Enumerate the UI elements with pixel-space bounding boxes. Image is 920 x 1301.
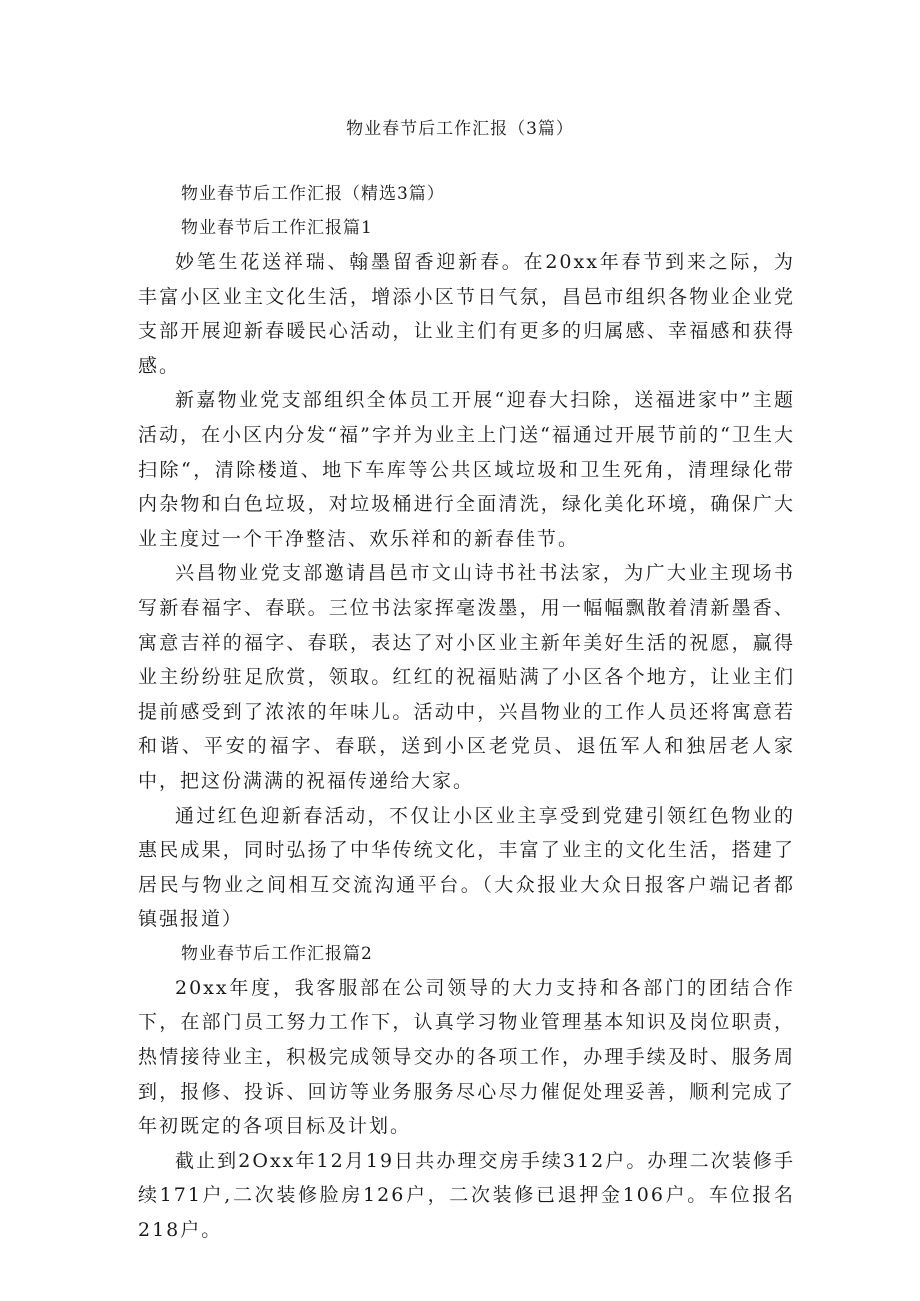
section-1-paragraph-4: 通过红色迎新春活动，不仅让小区业主享受到党建引领红色物业的惠民成果，同时弘扬了中华传统文化，丰富了业主的文化生活，搭建了居民与物业之间相互交流沟通平台。（大众报业大众日报客户端记者都镇强报道） — [138, 804, 795, 931]
section-1-heading: 物业春节后工作汇报篇1 — [181, 218, 373, 238]
section-2-paragraph-2: 截止到2Oxx年12月19日共办理交房手续312户。办理二次装修手续171户,二次装修脸房126户，二次装修已退押金106户。车位报名218户。 — [138, 1149, 795, 1242]
section-1-paragraph-2: 新嘉物业党支部组织全体员工开展“迎春大扫除，送福进家中”主题活动，在小区内分发“福”字并为业主上门送“福通过开展节前的“卫生大扫除“，清除楼道、地下车库等公共区域垃圾和卫生死角，清理绿化带内杂物和白色垃圾，对垃圾桶进行全面清洗，绿化美化环境，确保广大业主度过一个干净整洁、欢乐祥和的新春佳节。 — [138, 389, 795, 550]
main-heading: 物业春节后工作汇报（精选3篇） — [181, 184, 445, 204]
document-title: 物业春节后工作汇报（3篇） — [346, 119, 574, 139]
section-1-paragraph-1: 妙笔生花送祥瑞、翰墨留香迎新春。在20xx年春节到来之际，为丰富小区业主文化生活，增添小区节日气氛，昌邑市组织各物业企业党支部开展迎新春暖民心活动，让业主们有更多的归属感、幸福感和获得感。 — [138, 251, 795, 377]
document-body — [138, 177, 795, 1248]
section-1-paragraph-3: 兴昌物业党支部邀请昌邑市文山诗书社书法家，为广大业主现场书写新春福字、春联。三位书法家挥毫泼墨，用一幅幅飘散着清新墨香、寓意吉祥的福字、春联，表达了对小区业主新年美好生活的祝愿，赢得业主纷纷驻足欣赏，领取。红红的祝福贴满了小区各个地方，让业主们提前感受到了浓浓的年味儿。活动中，兴昌物业的工作人员还将寓意若和谐、平安的福字、春联，送到小区老党员、退伍军人和独居老人家中，把这份满满的祝福传递给大家。 — [138, 562, 795, 792]
section-2-paragraph-1: 20xx年度，我客服部在公司领导的大力支持和各部门的团结合作下，在部门员工努力工作下，认真学习物业管理基本知识及岗位职责，热情接待业主，积极完成领导交办的各项工作，办理手续及时、服务周到，报修、投诉、回访等业务服务尽心尽力催促处理妥善，顺利完成了年初既定的各项目标及计划。 — [138, 976, 795, 1138]
section-2-heading: 物业春节后工作汇报篇2 — [181, 943, 373, 964]
